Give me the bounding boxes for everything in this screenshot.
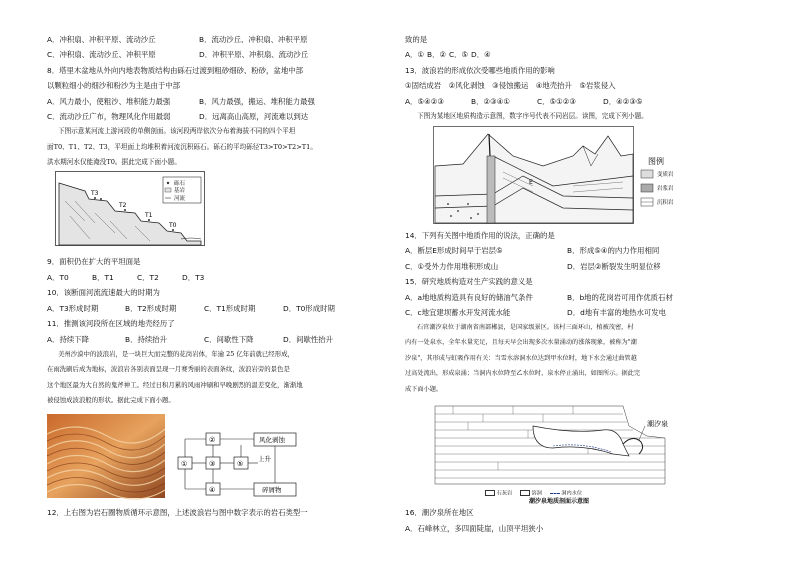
terrace-legend [163, 177, 201, 203]
q7-option-b: B．流动沙丘、冲积扇、冲积平原 [199, 35, 308, 44]
q16-stem: 16．潮汐泉所在地区 [405, 508, 474, 517]
legend-cave: 溶洞 [531, 490, 542, 497]
q9-option-a: A．T0 [47, 273, 69, 282]
q14-stem: 14．下列有关图中地质作用的说法，正确的是 [405, 231, 555, 240]
q13-option-d: D．④②③⑤ [603, 97, 643, 106]
q10-stem: 10．该断面河流流速最大的时期为 [47, 288, 160, 297]
q10-option-b: B．T2形成时期 [125, 304, 177, 313]
fault-label-e: E [529, 179, 533, 186]
legend-gravel: 砾石 [174, 181, 186, 187]
q10-option-c: C．T1形成时期 [204, 304, 256, 313]
q7-option-d: D．冲积平原、冲积扇、流动沙丘 [199, 50, 309, 59]
q12-stem: 12．上右图为岩石圈物质循环示意图，上述波浪岩与图中数字表示的岩石类型一 [47, 508, 308, 517]
rock-label-3: ③ [209, 460, 216, 468]
q12-stem-cont: 致的是 [405, 35, 428, 44]
river-terrace-figure [55, 171, 205, 246]
material4-line3: 汐泉"，其形成与虹吸作用有关：当雪水溶洞水位达到甲水位时，地下水会通过曲管越 [405, 355, 637, 362]
q8-stem-line2: 以颗粒细小的细沙和粉沙为主是由于中部 [47, 81, 181, 90]
q14-option-d: D．岩层②断裂发生明显位移 [567, 262, 661, 271]
material2-line2: 在雨洗刷后成为地标，波浪岩各别表面呈现一月赛秀丽的表面条纹，波浪岩旁的景色是 [47, 365, 290, 373]
terrace-label-t2: T2 [119, 202, 127, 209]
q11-option-b: B．持续抬升 [125, 335, 168, 344]
legend-igneous: 岩浆岩 [657, 186, 674, 192]
rock-label-5: ⑤ [237, 460, 244, 468]
material4-line1: 石官潮汐泉位于湖南省南部郴县，是国家级景区。该村三面环山，植被茂密，村 [417, 324, 634, 331]
material2-line4: 被侵蚀成波浪般的形状。据此完成下面小题。 [47, 396, 175, 404]
q15-option-c: C．c地宜建坝蓄水开发河流水能 [405, 308, 511, 317]
legend-sedimentary: 沉积岩 [657, 200, 674, 206]
q10-option-d: D．T0形成时期 [283, 304, 335, 313]
spring-label: 潮汐泉 [647, 420, 668, 428]
q8-option-b: B．风力最强，搬运、堆积能力最强 [199, 97, 315, 106]
q8-option-c: C．流动沙丘广布，物理风化作用最弱 [47, 112, 171, 121]
sediment-label: 碎屑物 [262, 486, 282, 494]
q9-option-c: C．T2 [137, 273, 159, 282]
rock-label-1: ① [181, 460, 188, 468]
tidal-legend [485, 490, 582, 497]
q8-option-a: A．风力最小，使粗沙、堆积能力最强 [47, 97, 171, 106]
material1-line1: 下图示意某河流上游河段的单侧剖面。该河段两岸依次分布着海拔不同的四个平坦 [58, 127, 296, 135]
legend-metamorphic: 变质岩 [657, 172, 674, 178]
q14-option-a: A．断层E形成时间早于岩层⑤ [405, 246, 503, 255]
tidal-spring-figure [433, 404, 693, 488]
material4-line5: 成下面小题。 [405, 386, 443, 393]
q13-stem: 13．波浪岩的形成依次受哪些地质作用的影响 [405, 66, 555, 75]
q13-items: ①固结成岩 ②风化剥蚀 ③侵蚀搬运 ④地壳抬升 ⑤岩浆侵入 [405, 81, 616, 90]
q11-option-a: A．持续下降 [47, 335, 90, 344]
legend-title: 图例 [648, 157, 664, 166]
q13-option-a: A．⑤④②③ [405, 97, 444, 106]
q15-stem: 15．研究地质构造对生产实践的意义是 [405, 277, 533, 286]
geologic-structure-figure [433, 126, 703, 224]
q12-option-a: A．① [405, 50, 425, 59]
q12-option-b: B．② [427, 50, 447, 59]
legend-water-level: 洞内水位 [561, 490, 583, 497]
q13-option-c: C．⑤①②③ [537, 97, 577, 106]
q7-option-c: C．冲积扇、流动沙丘、冲积平原 [47, 50, 156, 59]
rock-cycle-diagram [176, 429, 326, 501]
material1-line3: 洪水期河水仅能淹没T0。据此完成下面小题。 [47, 158, 181, 166]
material1-line2: 面T0、T1、T2、T3，平坦面上均堆积着河流沉积砾石。砾石的平均砾径T3>T0>T2>T1。 [47, 143, 317, 151]
q11-option-d: D．间歇性抬升 [283, 335, 334, 344]
q12-option-d: D．④ [471, 50, 491, 59]
q13-option-b: B．②③④① [471, 97, 510, 106]
q9-option-d: D．T3 [182, 273, 205, 282]
q8-stem-line1: 8．塔里木盆地从外向内地表物质结构由砾石过渡到粗砂细砂、粉砂，盆地中部 [47, 66, 303, 75]
rock-label-2: ② [209, 436, 216, 444]
wave-rock-photo [47, 414, 165, 498]
right-column [397, 0, 794, 561]
q9-stem: 9．面积仍在扩大的平坦面是 [47, 257, 141, 266]
q12-option-c: C．⑤ [449, 50, 469, 59]
q7-option-a: A．冲积扇、冲积平原、流动沙丘 [47, 35, 156, 44]
material2-line1: 美州沙漠中的波浪岩，是一块巨大而完整的花岗岩体，年逾 25 亿年前就已经形成， [58, 350, 294, 358]
material2-line3: 这个地区最为大自然的鬼斧神工。经过日积月累的风雨冲刷和早晚剧烈的温差变化，渐渐地 [47, 381, 303, 389]
q11-option-c: C．间歇性下降 [204, 335, 254, 344]
terrace-label-t3: T3 [91, 190, 99, 197]
legend-limestone: 石灰岩 [496, 490, 513, 497]
q15-option-a: A．a地地质构造具有良好的储油气条件 [405, 293, 533, 302]
q11-stem: 11．推测该河段所在区域的地壳经历了 [47, 319, 175, 328]
rock-label-4: ④ [209, 486, 216, 494]
q9-option-b: B．T1 [92, 273, 114, 282]
material3-line1: 下图为某地区地质构造示意图，数字序号代表不同岩层。读图，完成下列小题。 [417, 112, 648, 120]
q15-option-d: D．d地有丰富的地热水可发电 [567, 308, 667, 317]
geology-legend [641, 156, 674, 206]
weathering-label: 风化剥蚀 [259, 436, 285, 444]
q15-option-b: B．b地的花岗岩可用作优质石材 [567, 293, 673, 302]
legend-river: 河流 [174, 196, 186, 202]
uplift-label: 上升 [258, 455, 271, 463]
terrace-label-t0: T0 [169, 222, 177, 229]
q14-option-c: C．①受外力作用堆积形成山 [405, 262, 499, 271]
terrace-label-t1: T1 [145, 212, 153, 219]
q8-option-d: D．远离高山高原，河流难以到达 [199, 112, 309, 121]
legend-bedrock: 基岩 [174, 188, 186, 194]
material4-line2: 内有一处泉水，全年水量充足，且每天早会出现多次水量涌动的涨落现象，被称为"潮 [405, 339, 637, 346]
q10-option-a: A．T3形成时期 [47, 304, 99, 313]
q14-option-b: B．形成⑤④的内力作用相同 [567, 246, 660, 255]
tidal-caption: 潮汐泉地质剖面示意图 [529, 498, 590, 505]
material4-line4: 过高处流出，形成泉涌；当洞内水位降至乙水位时，泉水停止涌出，如图所示。据此完 [405, 370, 641, 377]
q16-option-a: A．石峰林立，多四面陡崖，山顶平坦狭小 [405, 524, 544, 533]
